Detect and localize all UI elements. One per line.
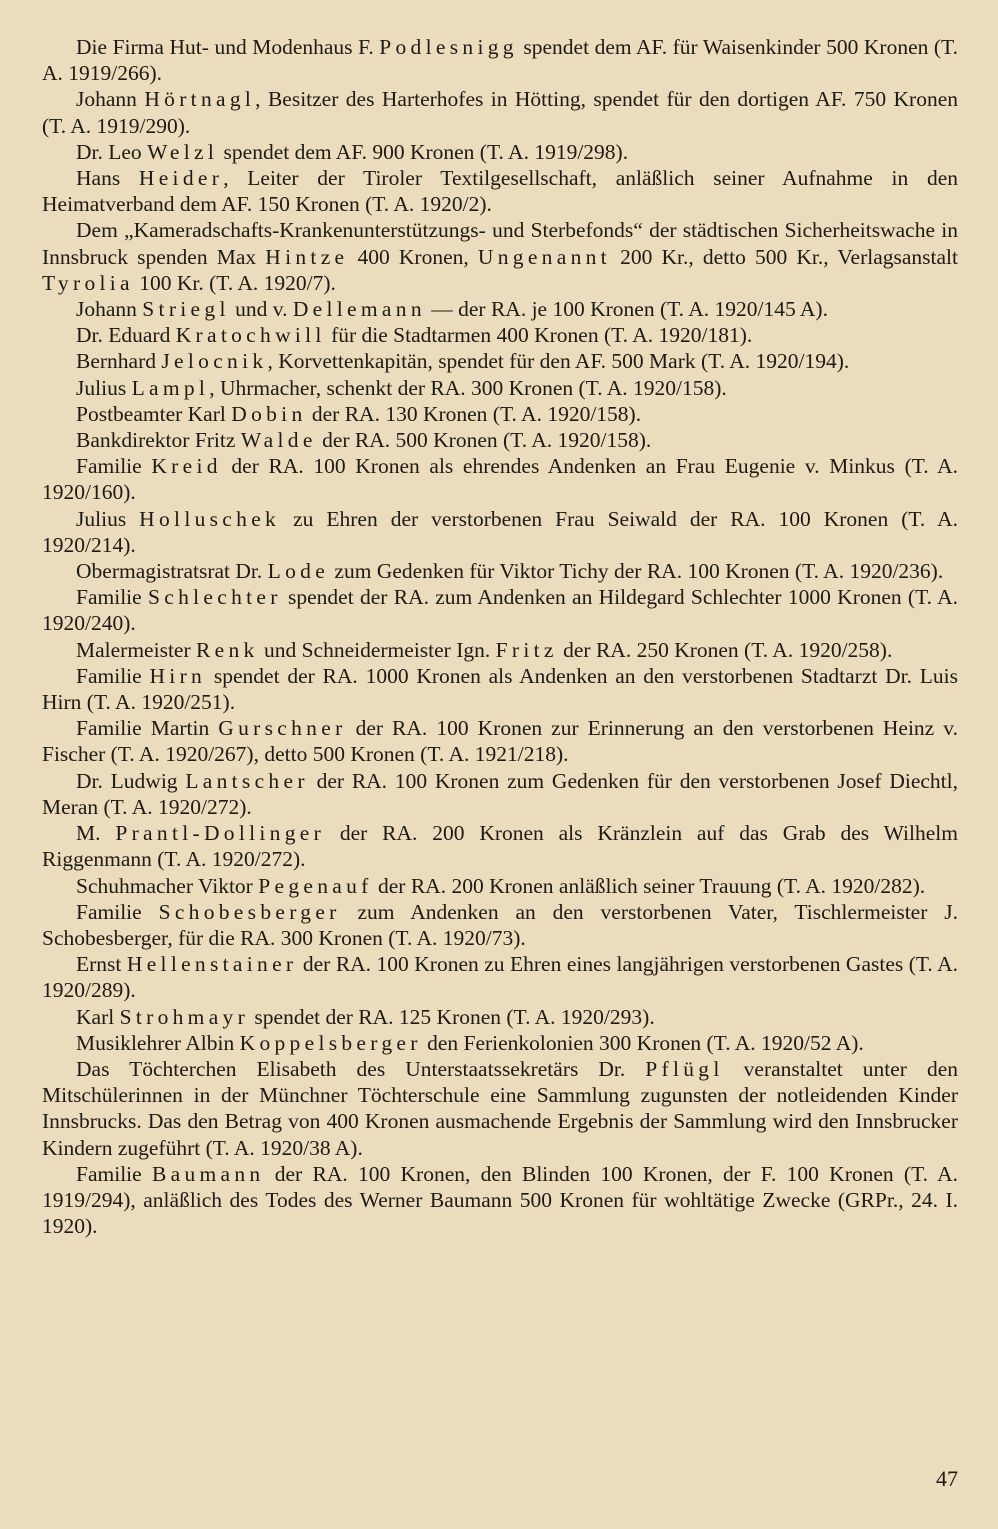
donation-entry xyxy=(42,322,958,348)
spaced-name: Welzl xyxy=(147,139,219,164)
spaced-name: Holluschek xyxy=(139,506,281,531)
spaced-name: Schobesberger xyxy=(158,899,341,924)
donation-entry xyxy=(42,873,958,899)
page-number: 47 xyxy=(936,1466,958,1491)
donation-entry xyxy=(42,506,958,558)
spaced-name: Pegenauf xyxy=(258,873,373,898)
donation-entry xyxy=(42,584,958,636)
donation-entry xyxy=(42,820,958,872)
entry-text: zu Ehren der verstorbenen Frau Seiwald der RA. 100 Kronen (T. A. 1920/214). xyxy=(42,506,958,557)
entry-text: Musiklehrer Albin xyxy=(76,1030,240,1055)
spaced-name: Kratochwill xyxy=(175,323,326,348)
spaced-name: Jelocnik xyxy=(161,349,268,374)
donation-entry xyxy=(42,34,958,86)
entry-text: Julius xyxy=(76,506,140,531)
donation-entry xyxy=(42,401,958,427)
entry-text: Dr. Eduard xyxy=(76,323,176,348)
entry-text: — der RA. je 100 Kronen (T. A. 1920/145 A). xyxy=(425,297,828,322)
donation-entry xyxy=(42,375,958,401)
spaced-name: Pflügl xyxy=(645,1056,724,1081)
donation-entry xyxy=(42,348,958,374)
spaced-name: Fritz xyxy=(495,637,558,662)
spaced-name: Walde xyxy=(240,428,317,453)
donation-entry xyxy=(42,217,958,296)
entry-text: 100 Kr. (T. A. 1920/7). xyxy=(133,270,336,295)
spaced-name: Podlesnigg xyxy=(379,35,518,59)
entry-text: spendet der RA. zum Andenken an Hildegard Schlechter 1000 Kronen (T. A. 1920/240). xyxy=(42,585,959,636)
entry-text: Johann xyxy=(76,297,143,322)
entry-text: Familie xyxy=(76,585,148,610)
spaced-name: Koppelsberger xyxy=(239,1030,422,1055)
entry-text: und v. xyxy=(229,297,293,322)
entry-text: der RA. 130 Kronen (T. A. 1920/158). xyxy=(306,401,642,426)
entry-text: 200 Kr., detto 500 Kr., Verlagsanstalt xyxy=(610,244,958,269)
entry-text: , Leiter der Tiroler Textilgesellschaft, anläßlich seiner Aufnahme in den Heimatverband dem AF. 150 Kronen (T. A. 1920/2). xyxy=(42,166,958,217)
donation-entry xyxy=(42,453,958,505)
entry-text: Johann xyxy=(76,87,145,112)
entry-text: und Schneidermeister Ign. xyxy=(258,637,496,662)
spaced-name: Hellenstainer xyxy=(126,952,298,977)
spaced-name: Heider xyxy=(138,166,224,191)
entry-text: Familie xyxy=(76,663,150,688)
entry-text: der RA. 250 Kronen (T. A. 1920/258). xyxy=(557,637,893,662)
spaced-name: Dobin xyxy=(231,401,307,426)
spaced-name: Prantl-Dollinger xyxy=(115,821,326,846)
entry-text: für die Stadtarmen 400 Kronen (T. A. 1920/181). xyxy=(325,323,753,348)
entry-text: der RA. 200 Kronen anläßlich seiner Trauung (T. A. 1920/282). xyxy=(372,873,926,898)
entry-text: Dr. Ludwig xyxy=(76,768,186,793)
spaced-name: Strohmayr xyxy=(119,1004,250,1029)
entry-text: Karl xyxy=(76,1004,120,1029)
donation-entry xyxy=(42,139,958,165)
entry-text: Bernhard xyxy=(76,349,162,374)
entry-text: Schuhmacher Viktor xyxy=(76,873,259,898)
entry-text: Familie xyxy=(76,899,159,924)
donation-entry xyxy=(42,296,958,322)
entry-text: Familie Martin xyxy=(76,716,219,741)
spaced-name: Tyrolia xyxy=(42,270,134,295)
spaced-name: Kreid xyxy=(151,454,222,479)
donation-entry xyxy=(42,951,958,1003)
donation-entry xyxy=(42,1056,958,1161)
entry-text: veranstaltet unter den Mitschülerinnen in der Münchner Töchterschule eine Sammlung zugunsten der notleidenden Kinder Innsbrucks. Das den Betrag von 400 Kronen ausmachende Ergebnis der Sammlung wird den Innsbrucker Kindern zugeführt (T. A. 1920/38 A). xyxy=(42,1056,959,1160)
spaced-name: Lampl xyxy=(131,375,210,400)
donation-entry xyxy=(42,1004,958,1030)
entry-text: der RA. 100 Kronen, den Blinden 100 Kronen, der F. 100 Kronen (T. A. 1919/294), anläßlich des Todes des Werner Baumann 500 Kronen für wohltätige Zwecke (GRPr., 24. I. 1920). xyxy=(42,1161,958,1239)
donation-entry xyxy=(42,558,958,584)
donation-entry xyxy=(42,1161,958,1240)
spaced-name: Lode xyxy=(267,559,330,584)
spaced-name: Gurschner xyxy=(218,716,347,741)
spaced-name: Hörtnagl xyxy=(144,87,256,112)
entry-text: Das Töchterchen Elisabeth des Unterstaatssekretärs Dr. xyxy=(76,1056,646,1081)
entry-text: der RA. 100 Kronen als ehrendes Andenken an Frau Eugenie v. Minkus (T. A. 1920/160). xyxy=(42,454,958,505)
donation-entry xyxy=(42,427,958,453)
donation-entry xyxy=(42,663,958,715)
spaced-name: Dellemann xyxy=(292,297,426,322)
donation-entry xyxy=(42,768,958,820)
entry-text: Familie xyxy=(76,1161,152,1186)
entry-text: zum Gedenken für Viktor Tichy der RA. 100 Kronen (T. A. 1920/236). xyxy=(329,559,944,584)
entry-text: zum Andenken an den verstorbenen Vater, Tischlermeister J. Schobesberger, für die RA. 300 Kronen (T. A. 1920/73). xyxy=(42,899,959,950)
entry-text: Dem „Kameradschafts-Krankenunterstützungs- und Sterbefonds“ der städtischen Sicherheitswache in Innsbruck spenden Max xyxy=(42,218,958,269)
entry-text: der RA. 200 Kronen als Kränzlein auf das Grab des Wilhelm Riggenmann (T. A. 1920/272). xyxy=(42,821,958,872)
entry-text: Die Firma Hut- und Modenhaus F. xyxy=(76,35,380,59)
entry-text: , Korvettenkapitän, spendet für den AF. 500 Mark (T. A. 1920/194). xyxy=(267,349,850,374)
entry-text: Malermeister xyxy=(76,637,196,662)
entry-text: spendet der RA. 1000 Kronen als Andenken an den verstorbenen Stadtarzt Dr. Luis Hirn (T. A. 1920/251). xyxy=(42,663,959,715)
entry-text: Ernst xyxy=(76,952,127,977)
entry-text: Familie xyxy=(76,454,152,479)
entry-text: der RA. 100 Kronen zur Erinnerung an den verstorbenen Heinz v. Fischer (T. A. 1920/267), detto 500 Kronen (T. A. 1921/218). xyxy=(42,716,958,767)
entry-text: Dr. Leo xyxy=(76,139,148,164)
spaced-name: Schlechter xyxy=(147,585,282,610)
spaced-name: Renk xyxy=(196,637,259,662)
spaced-name: Baumann xyxy=(151,1161,265,1186)
spaced-name: Hintze xyxy=(265,244,349,269)
entry-text: Hans xyxy=(76,166,139,191)
entry-text: spendet dem AF. für Waisenkinder 500 Kronen (T. A. 1919/266). xyxy=(42,35,958,86)
entry-text: spendet der RA. 125 Kronen (T. A. 1920/293). xyxy=(249,1004,655,1029)
entry-text: der RA. 500 Kronen (T. A. 1920/158). xyxy=(316,428,652,453)
entry-text: der RA. 100 Kronen zum Gedenken für den verstorbenen Josef Diechtl, Meran (T. A. 1920/272). xyxy=(42,768,958,819)
donation-entry xyxy=(42,637,958,663)
spaced-name: Hirn xyxy=(149,663,207,688)
entry-text: Obermagistratsrat Dr. xyxy=(76,559,268,584)
donation-entries xyxy=(42,34,958,1239)
spaced-name: Ungenannt xyxy=(477,244,611,269)
entry-text: M. xyxy=(76,821,116,846)
entry-text: Julius xyxy=(76,375,132,400)
donation-entry xyxy=(42,1030,958,1056)
donation-entry xyxy=(42,899,958,951)
entry-text: den Ferienkolonien 300 Kronen (T. A. 1920/52 A). xyxy=(421,1030,864,1055)
entry-text: Bankdirektor Fritz xyxy=(76,428,241,453)
entry-text: Postbeamter Karl xyxy=(76,401,232,426)
donation-entry xyxy=(42,715,958,767)
donation-entry xyxy=(42,86,958,138)
entry-text: , Besitzer des Harterhofes in Hötting, spendet für den dortigen AF. 750 Kronen (T. A. 1919/290). xyxy=(42,87,958,138)
donation-entry xyxy=(42,165,958,217)
entry-text: 400 Kronen, xyxy=(348,244,478,269)
spaced-name: Striegl xyxy=(142,297,230,322)
entry-text: spendet dem AF. 900 Kronen (T. A. 1919/298). xyxy=(218,139,629,164)
entry-text: der RA. 100 Kronen zu Ehren eines langjährigen verstorbenen Gastes (T. A. 1920/289). xyxy=(42,952,958,1003)
entry-text: , Uhrmacher, schenkt der RA. 300 Kronen (T. A. 1920/158). xyxy=(209,375,727,400)
spaced-name: Lantscher xyxy=(185,768,309,793)
